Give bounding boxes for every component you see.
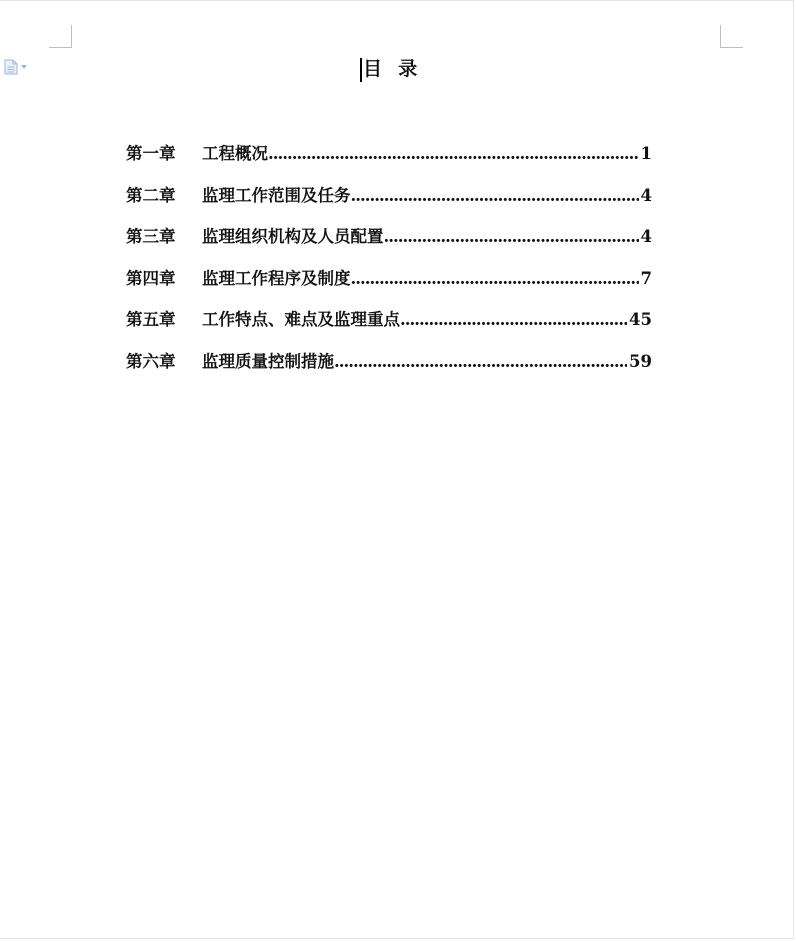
- toc-chapter-number: 第一章: [126, 144, 176, 163]
- toc-chapter-number: 第二章: [126, 185, 176, 205]
- toc-entry[interactable]: [126, 182, 652, 224]
- toc-leader-dots: [400, 310, 627, 329]
- toc-entry[interactable]: [126, 265, 652, 307]
- chevron-down-icon: [21, 65, 27, 69]
- toc-leader-dots: [351, 186, 639, 205]
- toc-page-number: 59: [629, 351, 652, 371]
- toc-leader-dots: [351, 269, 639, 288]
- toc-chapter-title: 监理组织机构及人员配置: [202, 227, 384, 246]
- toc-chapter-title: 工程概况: [202, 144, 268, 163]
- margin-corner-top-left: [49, 25, 72, 48]
- toc-chapter-number: 第四章: [126, 268, 176, 288]
- toc-page-number: 7: [640, 268, 652, 288]
- toc-page-number: 45: [629, 310, 652, 329]
- text-cursor: [360, 58, 362, 82]
- toc-chapter-title: 监理工作范围及任务: [202, 185, 351, 205]
- toc-page-number: 4: [640, 185, 652, 205]
- toc-leader-dots: [334, 352, 627, 371]
- toc-page-number: 1: [640, 144, 652, 163]
- toc-title: 目 录: [363, 58, 419, 80]
- toc-entry[interactable]: [126, 348, 652, 390]
- toc-leader-dots: [268, 144, 639, 163]
- toc-chapter-title: 监理质量控制措施: [202, 351, 334, 371]
- toc-chapter-number: 第三章: [126, 227, 176, 246]
- toc-leader-dots: [384, 227, 639, 246]
- margin-corner-top-right: [720, 25, 743, 48]
- table-of-contents: [126, 140, 652, 389]
- toc-entry[interactable]: [126, 140, 652, 182]
- toc-chapter-number: 第五章: [126, 310, 176, 329]
- toc-chapter-title: 监理工作程序及制度: [202, 268, 351, 288]
- toc-page-number: 4: [640, 227, 652, 246]
- toc-entry[interactable]: [126, 306, 652, 348]
- toc-chapter-number: 第六章: [126, 351, 176, 371]
- toc-chapter-title: 工作特点、难点及监理重点: [202, 310, 400, 329]
- document-options-button[interactable]: [4, 59, 34, 75]
- toc-entry[interactable]: [126, 223, 652, 265]
- document-icon: [4, 59, 18, 75]
